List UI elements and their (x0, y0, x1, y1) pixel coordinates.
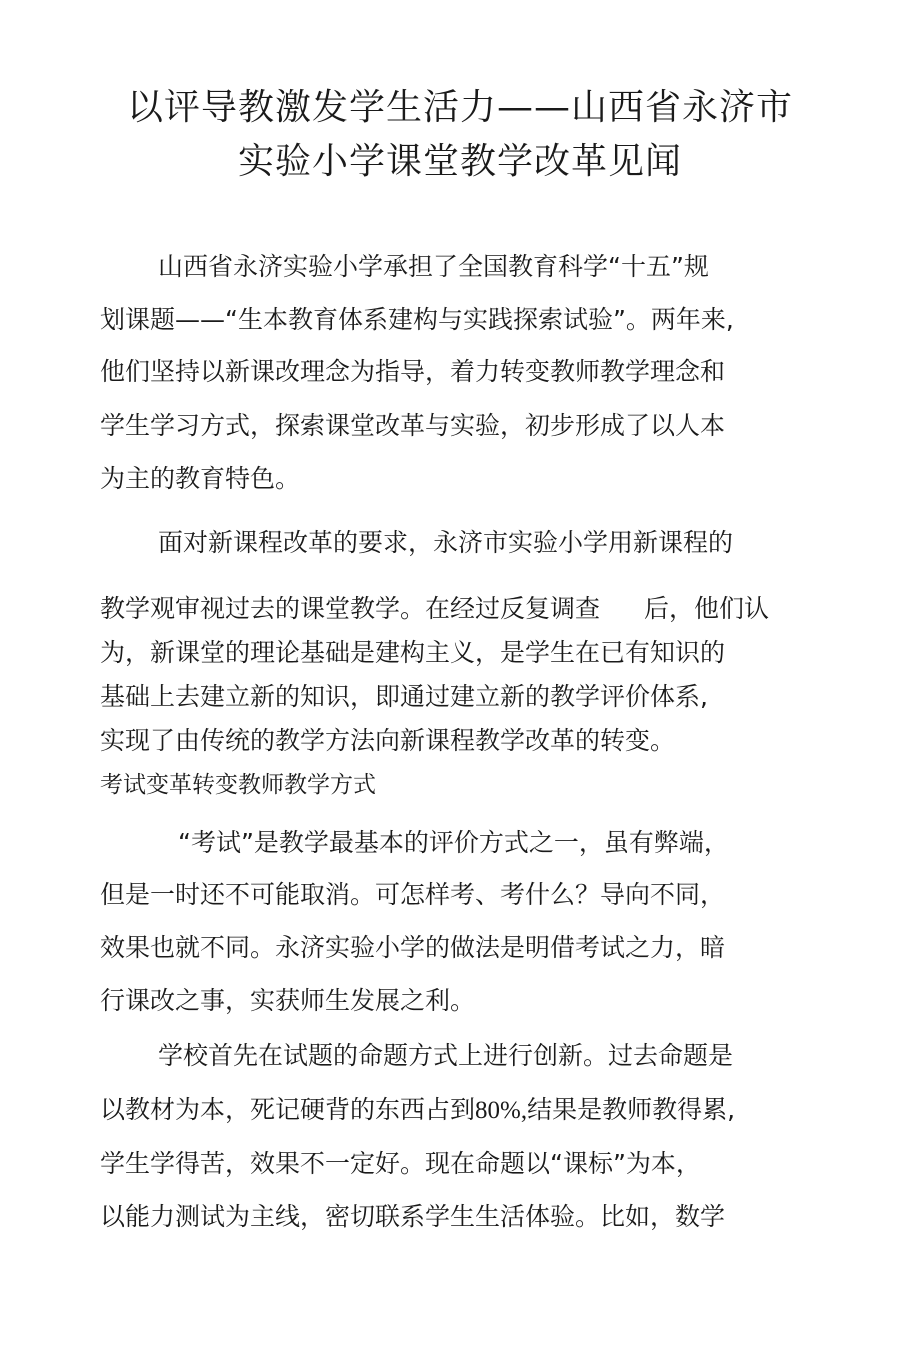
paragraph-4-line-2 (100, 1095, 735, 1126)
paragraph-2-line-5: 实现了由传统的教学方法向新课程教学改革的转变。 (100, 726, 676, 755)
paragraph-4-line-4: 以能力测试为主线，密切联系学生生活体验。比如，数学 (100, 1202, 726, 1231)
paragraph-3-line-3: 效果也就不同。永济实验小学的做法是明借考试之力，暗 (100, 933, 726, 962)
paragraph-1-line-5: 为主的教育特色。 (100, 464, 301, 493)
paragraph-1-line-4: 学生学习方式，探索课堂改革与实验，初步形成了以人本 (100, 411, 726, 440)
paragraph-2-line-2-part-2: 后，他们认 (644, 594, 770, 623)
article-title-line-2: 实验小学课堂教学改革见闻 (237, 141, 682, 182)
article-title-line-1: 以评导教激发学生活力——山西省永济市 (126, 87, 793, 128)
percentage-value: 80%, (475, 1097, 528, 1124)
paragraph-2-line-2 (100, 594, 769, 624)
paragraph-1-line-2: 划课题——“生本教育体系建构与实践探索试验”。两年来, (100, 305, 734, 334)
paragraph-4-line-2-part-3: 结果是教师教得累, (527, 1095, 736, 1124)
paragraph-2-line-2-part-1: 教学观审视过去的课堂教学。在经过反复调查 (100, 594, 601, 623)
paragraph-3-line-4: 行课改之事，实获师生发展之利。 (100, 986, 476, 1015)
paragraph-2-line-1: 面对新课程改革的要求，永济市实验小学用新课程的 (158, 528, 734, 557)
paragraph-3-line-2: 但是一时还不可能取消。可怎样考、考什么？导向不同， (100, 880, 726, 909)
paragraph-4-line-1: 学校首先在试题的命题方式上进行创新。过去命题是 (158, 1041, 734, 1070)
paragraph-4-line-2-part-1: 以教材为本，死记硬背的东西占到 (100, 1095, 476, 1124)
paragraph-2-line-4: 基础上去建立新的知识，即通过建立新的教学评价体系, (100, 682, 708, 711)
paragraph-1-line-1: 山西省永济实验小学承担了全国教育科学“十五”规 (158, 252, 709, 281)
paragraph-3-line-1: “考试”是教学最基本的评价方式之一，虽有弊端， (178, 828, 729, 857)
paragraph-4-line-3: 学生学得苦，效果不一定好。现在命题以“课标”为本， (100, 1149, 701, 1178)
section-heading: 考试变革转变教师教学方式 (100, 772, 376, 798)
paragraph-2-line-3: 为，新课堂的理论基础是建构主义，是学生在已有知识的 (100, 638, 726, 667)
paragraph-1-line-3: 他们坚持以新课改理念为指导，着力转变教师教学理念和 (100, 357, 726, 386)
